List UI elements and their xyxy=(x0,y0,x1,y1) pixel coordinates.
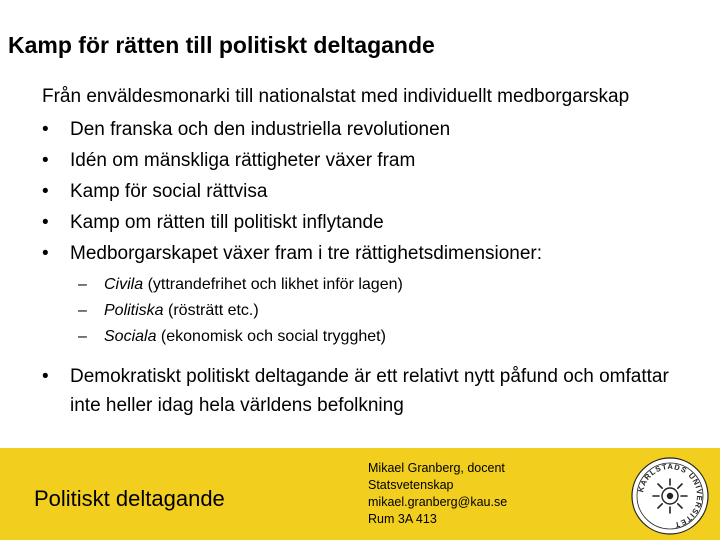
dash-marker: – xyxy=(78,328,87,345)
sub-item-term: Sociala xyxy=(104,328,157,345)
sub-item xyxy=(78,324,702,350)
contact-room: Rum 3A 413 xyxy=(368,512,437,526)
final-bullet xyxy=(42,362,702,420)
dash-marker: – xyxy=(78,276,87,293)
sub-item-desc: (ekonomisk och social trygghet) xyxy=(156,328,386,345)
bullet-marker: • xyxy=(42,119,49,140)
contact-email: mikael.granberg@kau.se xyxy=(368,495,508,509)
footer-bar xyxy=(0,448,720,540)
bullet-marker: • xyxy=(42,212,49,233)
bullet-marker: • xyxy=(42,243,49,264)
contact-department: Statsvetenskap xyxy=(368,478,454,492)
contact-name: Mikael Granberg, docent xyxy=(368,461,505,475)
bullet-list xyxy=(42,114,702,269)
slide-body xyxy=(42,84,702,420)
bullet-marker: • xyxy=(42,150,49,171)
sub-item-term: Politiska xyxy=(104,302,164,319)
sub-item xyxy=(78,272,702,298)
slide-title: Kamp för rätten till politiskt deltagande xyxy=(8,32,435,58)
bullet-item xyxy=(42,176,702,207)
footer-contact xyxy=(368,460,507,528)
sub-list xyxy=(42,272,702,350)
sub-item xyxy=(78,298,702,324)
bullet-text: Kamp för social rättvisa xyxy=(70,181,268,202)
svg-text:KARLSTADS UNIVERSITET: KARLSTADS UNIVERSITET xyxy=(636,461,705,530)
sub-item-desc: (yttrandefrihet och likhet inför lagen) xyxy=(143,276,403,293)
bullet-text: Idén om mänskliga rättigheter växer fram xyxy=(70,150,416,171)
bullet-item xyxy=(42,114,702,145)
bullet-marker: • xyxy=(42,181,49,202)
bullet-text: Medborgarskapet växer fram i tre rättighetsdimensioner: xyxy=(70,243,543,264)
university-seal-icon xyxy=(630,456,710,536)
bullet-item xyxy=(42,145,702,176)
intro-text: Från enväldesmonarki till nationalstat med individuellt medborgarskap xyxy=(42,86,630,107)
bullet-item xyxy=(42,207,702,238)
bullet-text: Kamp om rätten till politiskt inflytande xyxy=(70,212,384,233)
dash-marker: – xyxy=(78,302,87,319)
sub-item-desc: (rösträtt etc.) xyxy=(163,302,259,319)
sub-item-term: Civila xyxy=(104,276,144,293)
bullet-text: Den franska och den industriella revolutionen xyxy=(70,119,451,140)
bullet-item xyxy=(42,238,702,269)
final-bullet-text: Demokratiskt politiskt deltagande är ett relativt nytt påfund och omfattar inte heller idag hela världens befolkning xyxy=(70,366,669,416)
bullet-marker: • xyxy=(42,366,49,387)
footer-title: Politiskt deltagande xyxy=(34,486,225,511)
